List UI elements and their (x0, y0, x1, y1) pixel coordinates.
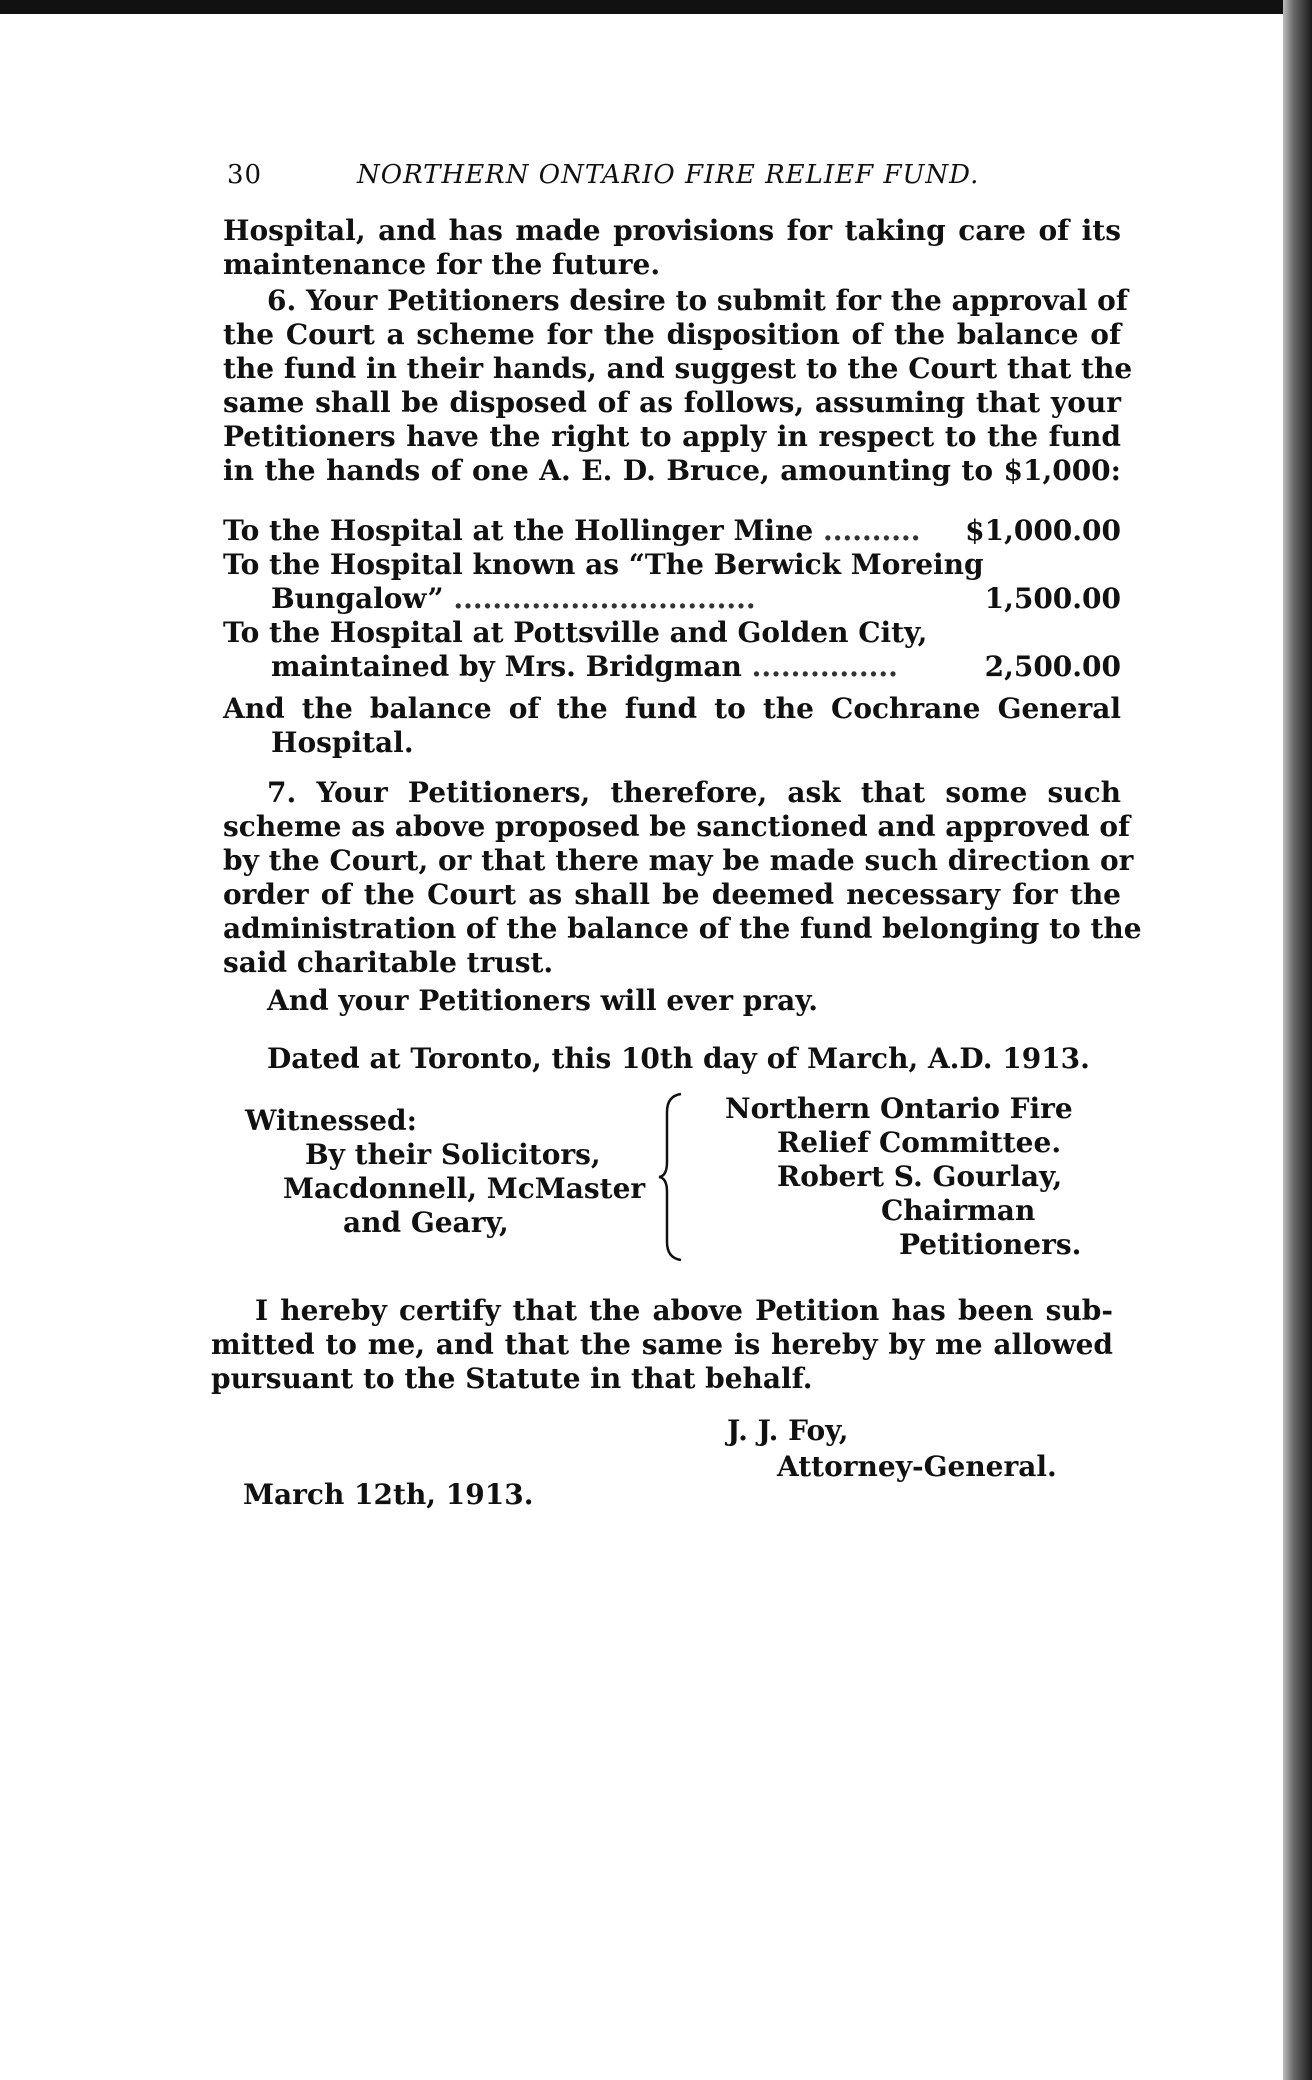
document-page (211, 0, 1142, 2080)
text-line: the fund in their hands, and suggest to the Court that the (223, 352, 1133, 385)
signature-name: J. J. Foy, (727, 1414, 849, 1447)
dot-leader: .......... (823, 514, 921, 547)
signature-title: Attorney-General. (777, 1450, 1057, 1483)
curly-brace (657, 1092, 687, 1262)
allocation-text: To the Hospital at Pottsville and Golden City, (223, 616, 928, 649)
text-line: same shall be disposed of as follows, assuming that your (223, 386, 1121, 419)
text-line: 6. Your Petitioners desire to submit for the approval of (267, 284, 1128, 317)
text-line: administration of the balance of the fund belonging to the (223, 912, 1142, 945)
allocation-text: maintained by Mrs. Bridgman (271, 650, 742, 683)
text-line: order of the Court as shall be deemed necessary for the (223, 878, 1121, 911)
petitioner-line: Northern Ontario Fire (725, 1092, 1073, 1125)
text-line: said charitable trust. (223, 946, 554, 979)
dated-line: Dated at Toronto, this 10th day of March, A.D. 1913. (267, 1042, 1090, 1075)
allocation-text: To the Hospital at the Hollinger Mine (223, 514, 814, 547)
petitioner-line: Robert S. Gourlay, (777, 1160, 1063, 1193)
text-line: I hereby certify that the above Petition has been sub- (255, 1294, 1113, 1327)
dot-leader: ............... (751, 650, 898, 683)
allocation-row (223, 616, 1121, 684)
witness-label: Witnessed: (245, 1104, 417, 1137)
dot-leader: ............................... (453, 582, 756, 615)
text-line: And the balance of the fund to the Cochrane General (223, 692, 1121, 725)
text-line: maintenance for the future. (223, 248, 661, 281)
text-line: by the Court, or that there may be made such direction or (223, 844, 1134, 877)
witness-line: and Geary, (343, 1206, 509, 1239)
running-title: NORTHERN ONTARIO FIRE RELIEF FUND. (357, 160, 980, 190)
allocation-amount: 1,500.00 (984, 582, 1121, 615)
allocation-row (223, 514, 1121, 548)
text-line: mitted to me, and that the same is hereby by me allowed (211, 1328, 1113, 1361)
allocation-amount: $1,000.00 (965, 514, 1121, 547)
signed-date: March 12th, 1913. (243, 1478, 534, 1511)
witness-line: Macdonnell, McMaster (283, 1172, 646, 1205)
page-number: 30 (227, 160, 263, 190)
text-line: the Court a scheme for the disposition of the balance of (223, 318, 1121, 351)
text-line: Petitioners have the right to apply in respect to the fund (223, 420, 1121, 453)
text-line: 7. Your Petitioners, therefore, ask that some such (267, 776, 1121, 809)
allocation-amount: 2,500.00 (984, 650, 1121, 683)
text-line: scheme as above proposed be sanctioned and approved of (223, 810, 1131, 843)
petitioner-line: Relief Committee. (777, 1126, 1062, 1159)
text-line: in the hands of one A. E. D. Bruce, amounting to $1,000: (223, 454, 1121, 487)
allocation-text: To the Hospital known as “The Berwick Moreing (223, 548, 984, 581)
text-line: Hospital. (271, 726, 414, 759)
text-line: Hospital, and has made provisions for taking care of its (223, 214, 1121, 247)
petitioner-line: Petitioners. (899, 1228, 1082, 1261)
text-line: pursuant to the Statute in that behalf. (211, 1362, 813, 1395)
witness-line: By their Solicitors, (305, 1138, 601, 1171)
allocation-text: Bungalow” (271, 582, 444, 615)
allocation-row (223, 548, 1121, 616)
scan-right-edge (1283, 0, 1312, 2080)
closing-line: And your Petitioners will ever pray. (267, 984, 819, 1017)
petitioner-line: Chairman (881, 1194, 1036, 1227)
